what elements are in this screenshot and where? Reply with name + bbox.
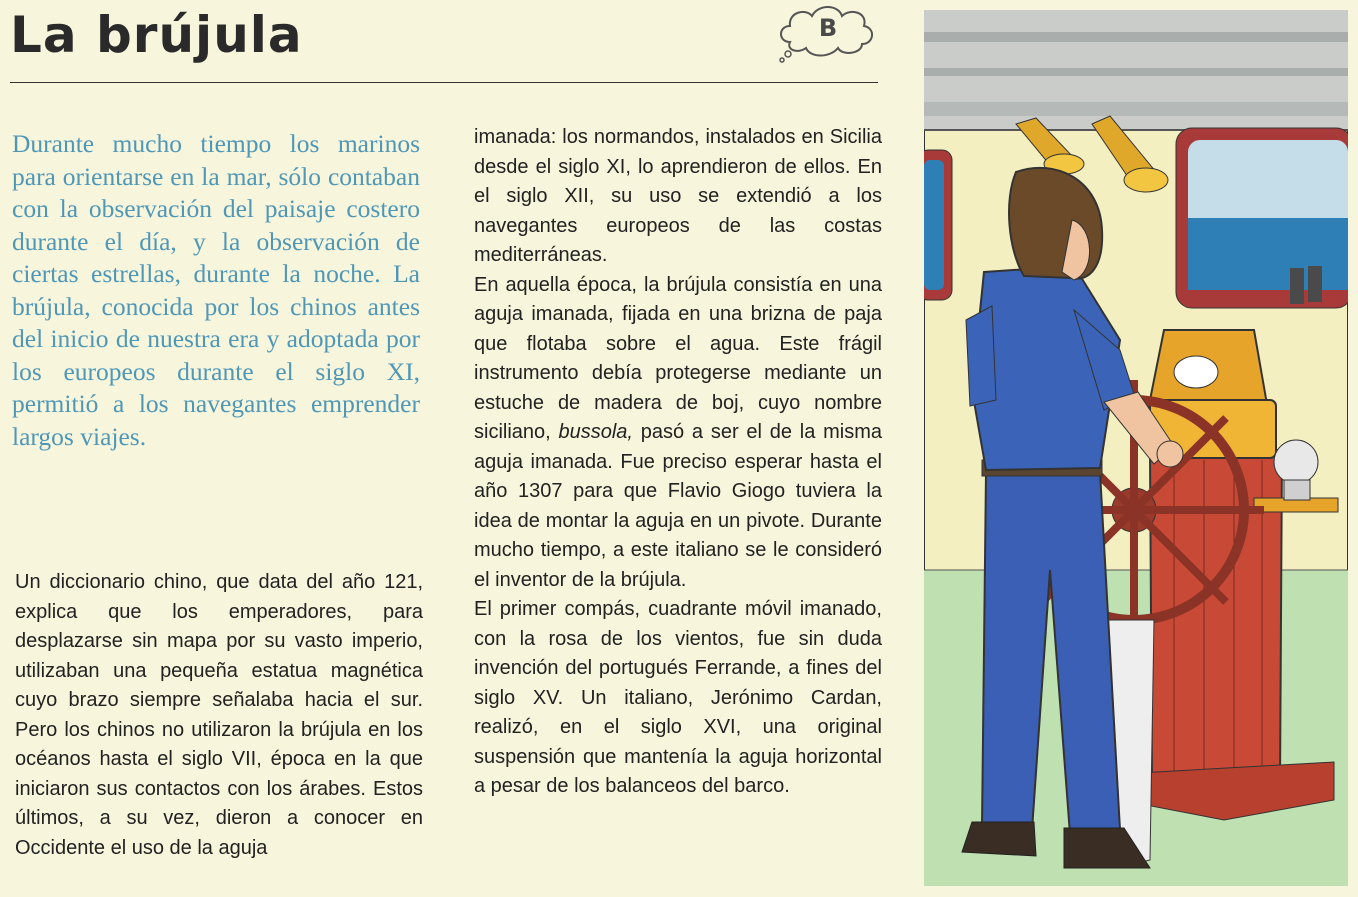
body-column-left: Un diccionario chino, que data del año 121, explica que los emperadores, para desplazarse sin mapa por su vasto imperio, utilizaban una pequeña estatua magnética cuyo brazo siempre señalaba hacia el sur. Pero los chinos no utilizaron la brújula en los océanos hasta el siglo VII, época en la que iniciaron sus contactos con los árabes. Estos últimos, a su vez, dieron a conocer en Occidente el uso de la aguja (15, 571, 423, 859)
body-column-right (474, 123, 882, 802)
paragraph: imanada: los normandos, instalados en Sicilia desde el siglo XI, lo aprendieron de ellos. En el siglo XII, su uso se extendió a los navegantes europeos de las costas mediterráneas. (474, 126, 882, 266)
paragraph (474, 271, 882, 596)
paragraph: El primer compás, cuadrante móvil imanado, con la rosa de los vientos, fue sin duda invención del portugués Ferrande, a fines del siglo XV. Un italiano, Jerónimo Cardan, realizó, en el siglo XVI, una original suspensión que mantenía la aguja horizontal a pesar de los balanceos del barco. (474, 598, 882, 797)
italic-term: bussola, (558, 421, 633, 443)
intro-paragraph: Durante mucho tiempo los marinos para orientarse en la mar, sólo contaban con la observación del paisaje costero durante el día, y la observación de ciertas estrellas, durante la noche. La brújula, conocida por los chinos antes del inicio de nuestra era y adoptada por los europeos durante el siglo XI, permitió a los navegantes emprender largos viajes. (12, 129, 420, 451)
paragraph-text: pasó a ser el de la misma aguja imanada. Fue preciso esperar hasta el año 1307 para que Flavio Giogo tuviera la idea de montar la aguja en un pivote. Durante mucho tiempo, a este italiano se le consideró el inventor de la brújula. (474, 421, 882, 591)
title-divider (10, 82, 878, 83)
page-title: La brújula (10, 6, 303, 64)
badge-letter: B (818, 14, 838, 42)
paragraph-text: En aquella época, la brújula consistía en una aguja imanada, fijada en una brizna de paja que flotaba sobre el agua. Este frágil instrumento debía protegerse mediante un estuche de madera de boj, cuyo nombre siciliano, (474, 273, 882, 443)
level-badge (776, 2, 880, 64)
helmsman-illustration (924, 10, 1348, 886)
